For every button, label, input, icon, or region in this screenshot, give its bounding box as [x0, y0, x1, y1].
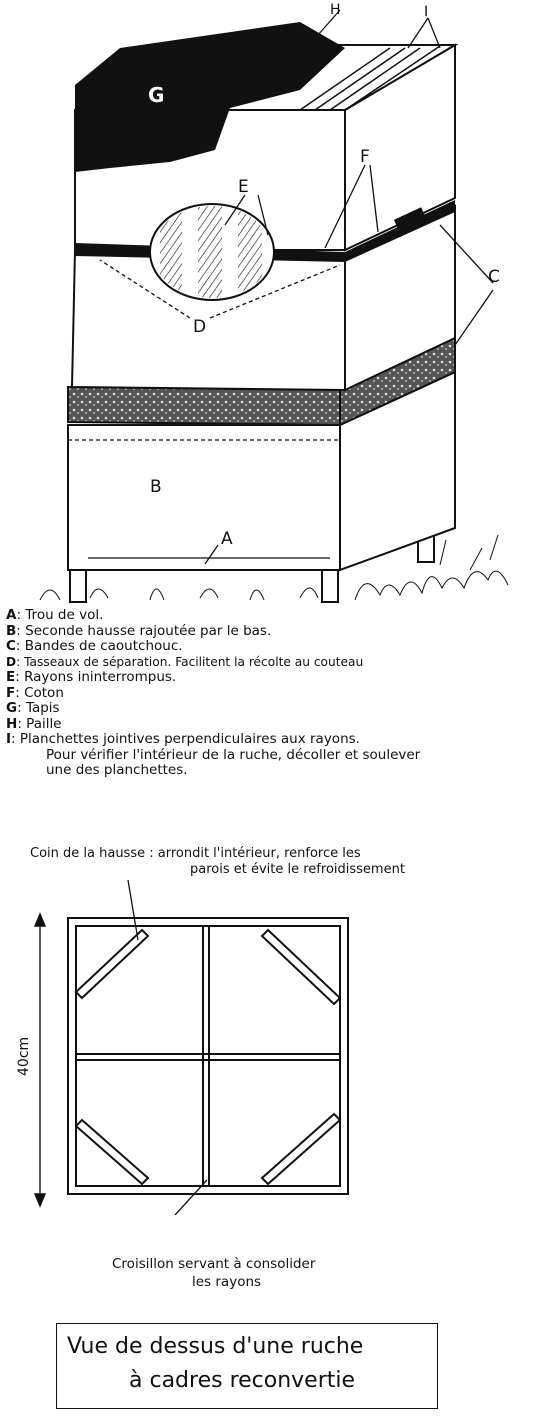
label-i: I [424, 4, 429, 20]
label-h: H [330, 2, 341, 18]
corner-note-line2: parois et évite le refroidissement [190, 862, 405, 877]
croisillon-note-line1: Croisillon servant à consolider [112, 1256, 316, 1272]
legend-item-c: C: Bandes de caoutchouc. [6, 638, 183, 654]
legend-item-b: B: Seconde hausse rajoutée par le bas. [6, 622, 272, 639]
label-f: F [360, 147, 370, 167]
title-line1: Vue de dessus d'une ruche [67, 1334, 364, 1359]
label-c: C [488, 267, 500, 287]
legend-item-e: E: Rayons ininterrompus. [6, 669, 177, 685]
legend-item-g: G: Tapis [6, 700, 60, 716]
dimension-label: 40cm [16, 1036, 32, 1076]
hive-drawing [0, 0, 543, 605]
dimension-arrow [35, 914, 45, 1206]
top-view-diagram [0, 880, 543, 1215]
label-g: G [148, 83, 165, 107]
croisillon-note-line2: les rayons [192, 1274, 262, 1290]
label-e: E [238, 177, 249, 197]
legend-item-f: F: Coton [6, 684, 64, 701]
label-b: B [150, 477, 162, 497]
label-d: D [193, 317, 207, 337]
legend-item-d: D: Tasseaux de séparation. Facilitent la récolte au couteau [6, 654, 364, 669]
corner-note-line1: Coin de la hausse : arrondit l'intérieur, renforce les [30, 846, 361, 861]
title-box [56, 1323, 438, 1409]
legend [6, 608, 540, 779]
legend-item-i: I: Planchettes jointives perpendiculaires aux rayons. [6, 731, 360, 747]
legend-item-h: H: Paille [6, 715, 62, 732]
legend-extra-1: Pour vérifier l'intérieur de la ruche, décoller et soulever [46, 746, 421, 763]
legend-extra-2: une des planchettes. [46, 762, 188, 778]
title-line2: à cadres reconvertie [129, 1368, 356, 1393]
legend-item-a: A: Trou de vol. [6, 607, 104, 623]
label-a: A [221, 529, 233, 549]
top-view-leaders [128, 880, 207, 1215]
